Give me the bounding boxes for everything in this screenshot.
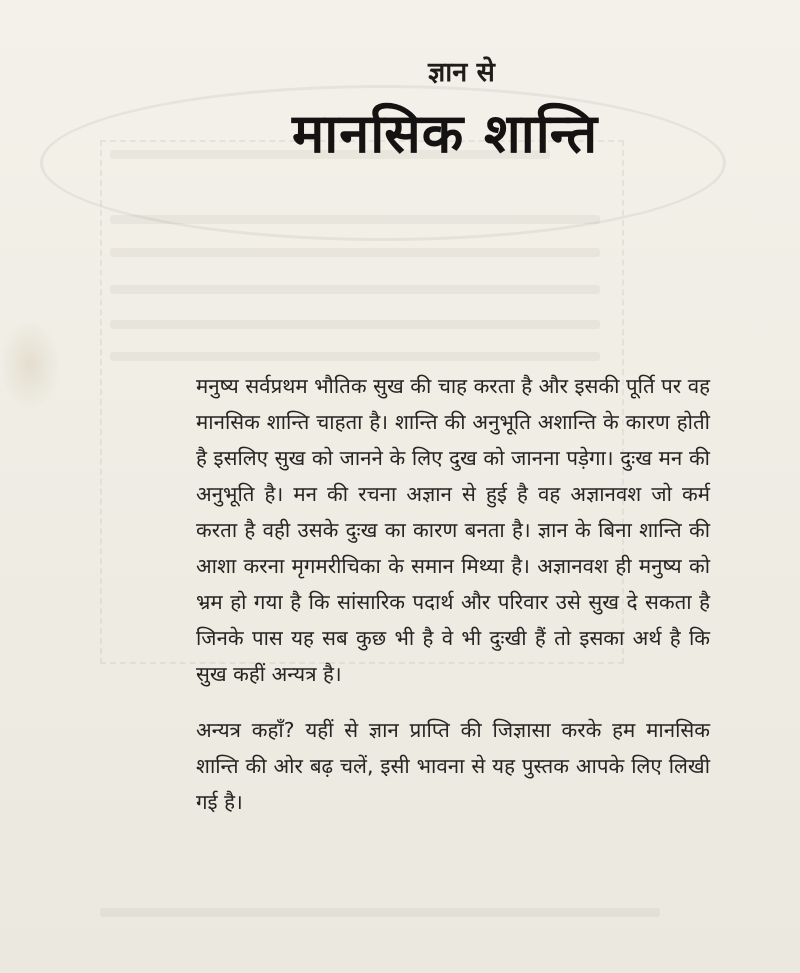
body-text <box>196 368 710 820</box>
paragraph-1: मनुष्य सर्वप्रथम भौतिक सुख की चाह करता है और इसकी पूर्ति पर वह मानसिक शान्ति चाहता है। शान्ति की अनुभूति अशान्ति के कारण होती है इसलिए सुख को जानने के लिए दुख को जानना पड़ेगा। दुःख मन की अनुभूति है। मन की रचना अज्ञान से हुई है वह अज्ञानवश जो कर्म करता है वही उसके दुःख का कारण बनता है। ज्ञान के बिना शान्ति की आशा करना मृगमरीचिका के समान मिथ्या है। अज्ञानवश ही मनुष्य को भ्रम हो गया है कि सांसारिक पदार्थ और परिवार उसे सुख दे सकता है जिनके पास यह सब कुछ भी है वे भी दुःखी हैं तो इसका अर्थ है कि सुख कहीं अन्यत्र है। <box>196 374 710 686</box>
show-through-line <box>100 908 660 917</box>
show-through-line <box>110 352 600 361</box>
paper-stain <box>0 320 60 410</box>
title-line-2: मानसिक शान्ति <box>292 102 599 165</box>
title-line-1: ज्ञान से <box>428 57 495 88</box>
show-through-line <box>110 215 600 224</box>
show-through-line <box>110 248 600 257</box>
paragraph-2: अन्यत्र कहाँ? यहीं से ज्ञान प्राप्ति की जिज्ञासा करके हम मानसिक शान्ति की ओर बढ़ चलें, इसी भावना से यह पुस्तक आपके लिए लिखी गई है। <box>196 718 710 814</box>
show-through-line <box>110 285 600 294</box>
show-through-line <box>110 320 600 329</box>
